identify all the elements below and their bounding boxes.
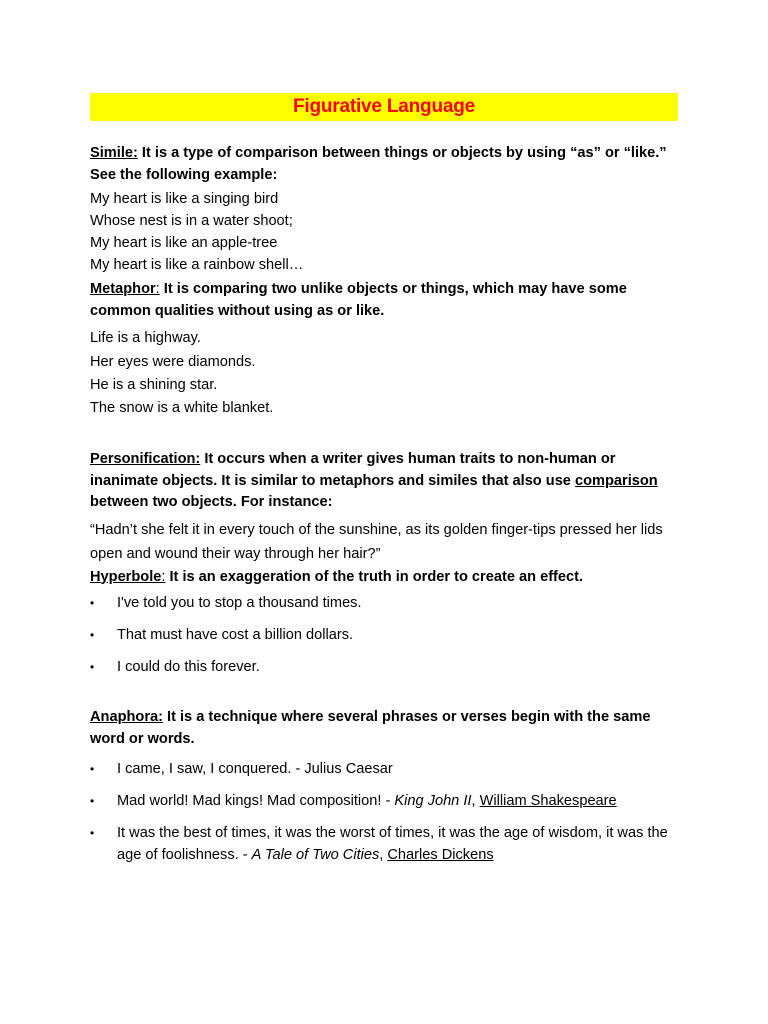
anaphora-list (90, 758, 678, 866)
simile-def-text: It is a type of comparison between things or objects by using “as” or “like.” See the following example: (90, 145, 667, 183)
simile-definition (90, 143, 678, 186)
list-item: • That must have cost a billion dollars. (90, 624, 678, 646)
page-title: Figurative Language (292, 96, 475, 117)
personification-term: Personification: (90, 451, 201, 467)
metaphor-def-text: It is comparing two unlike objects or things, which may have some common qualities without using as or like. (90, 281, 627, 319)
metaphor-line: Life is a highway. (90, 330, 201, 346)
bullet-icon: • (90, 660, 95, 674)
author-link[interactable]: William Shakespeare (479, 793, 617, 809)
hyperbole-colon: : (161, 568, 166, 585)
author-link[interactable]: Charles Dickens (387, 847, 494, 863)
list-item: • Mad world! Mad kings! Mad composition! - King John II, William Shakespeare (90, 790, 678, 812)
hyperbole-list (90, 592, 678, 678)
personification-def-text: It occurs when a writer gives human traits to non-human or inanimate objects. It is similar to metaphors and similes that also use (90, 451, 616, 489)
work-title: King John II (394, 793, 472, 809)
hyperbole-def-text: It is an exaggeration of the truth in order to create an effect. (165, 568, 584, 585)
title-banner (90, 93, 678, 121)
comparison-link[interactable]: comparison (574, 472, 658, 489)
metaphor-term: Metaphor (90, 281, 156, 297)
anaphora-definition (90, 707, 678, 750)
list-item: • It was the best of times, it was the worst of times, it was the age of wisdom, it was the age of foolishness. - A Tale of Two Cities, Charles Dickens (90, 822, 678, 866)
list-item: • I've told you to stop a thousand times. (90, 592, 678, 614)
hyperbole-term: Hyperbole (90, 568, 162, 585)
personification-def-text-2: between two objects. For instance: (90, 494, 333, 510)
bullet-icon: • (90, 826, 95, 840)
list-item: • I came, I saw, I conquered. - Julius Caesar (90, 758, 678, 780)
personification-definition (90, 449, 678, 514)
simile-term: Simile: (90, 145, 138, 161)
hyperbole-definition (90, 567, 678, 589)
document-page (90, 93, 678, 876)
bullet-icon: • (90, 762, 95, 776)
personification-quote: “Hadn’t she felt it in every touch of the sunshine, as its golden finger-tips pressed her lids open and wound their way through her hair?” (90, 521, 663, 562)
metaphor-definition (90, 279, 678, 322)
metaphor-line: The snow is a white blanket. (90, 400, 274, 416)
simile-line: My heart is like an apple-tree (90, 235, 278, 251)
metaphor-line: He is a shining star. (90, 377, 218, 393)
metaphor-examples (90, 326, 678, 420)
simile-line: My heart is like a singing bird (90, 191, 279, 207)
simile-line: Whose nest is in a water shoot; (90, 213, 293, 229)
metaphor-colon: : (155, 281, 160, 297)
simile-example (90, 188, 678, 276)
work-title: A Tale of Two Cities (251, 847, 380, 863)
anaphora-def-text: It is a technique where several phrases or verses begin with the same word or words. (90, 709, 651, 747)
metaphor-line: Her eyes were diamonds. (90, 354, 256, 370)
list-item: • I could do this forever. (90, 656, 678, 678)
bullet-icon: • (90, 628, 95, 642)
simile-line: My heart is like a rainbow shell… (90, 257, 304, 273)
bullet-icon: • (90, 794, 95, 808)
anaphora-term: Anaphora: (90, 709, 163, 725)
bullet-icon: • (90, 596, 95, 610)
